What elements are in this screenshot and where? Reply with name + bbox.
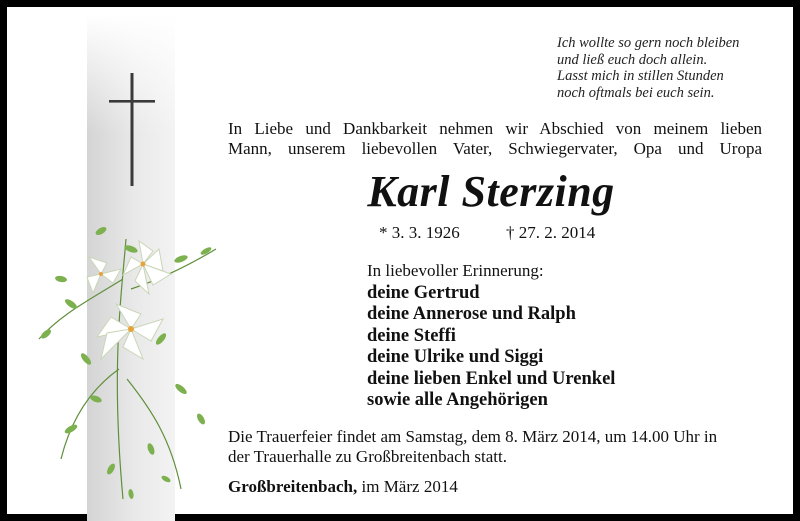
intro-line: In Liebe und Dankbarkeit nehmen wir Abschied von meinem lieben xyxy=(228,119,762,138)
mourner-line: deine Ulrike und Siggi xyxy=(367,347,544,368)
mourner-line: deine lieben Enkel und Urenkel xyxy=(367,368,616,389)
birth-date: * 3. 3. 1926 xyxy=(379,223,460,242)
poem-line: und ließ euch doch allein. xyxy=(557,51,708,68)
deceased-name: Karl Sterzing xyxy=(367,167,615,216)
service-line: Die Trauerfeier findet am Samstag, dem 8. März 2014, um 14.00 Uhr in xyxy=(228,427,718,446)
mourner-line: deine Steffi xyxy=(367,325,456,346)
place-and-date xyxy=(228,477,458,497)
mourner-line: deine Gertrud xyxy=(367,283,480,303)
service-line: der Trauerhalle zu Großbreitenbach statt. xyxy=(228,446,507,466)
poem xyxy=(557,35,739,101)
lily-flowers-icon xyxy=(31,219,221,509)
poem-line: Lasst mich in stillen Stunden xyxy=(557,68,724,85)
mourner-line: deine Annerose und Ralph xyxy=(367,304,576,325)
cross-icon xyxy=(109,73,155,186)
mourner-line: sowie alle Angehörigen xyxy=(367,390,548,411)
closing-place: Großbreitenbach, xyxy=(228,477,358,496)
memory-label: In liebevoller Erinnerung: xyxy=(367,261,544,280)
mourners-list xyxy=(367,283,615,411)
poem-line: Ich wollte so gern noch bleiben xyxy=(557,35,740,51)
closing-date: im März 2014 xyxy=(361,477,458,496)
service-info xyxy=(228,427,717,466)
intro-text xyxy=(228,119,762,158)
death-date: † 27. 2. 2014 xyxy=(506,223,596,242)
poem-line: noch oftmals bei euch sein. xyxy=(557,84,715,101)
intro-line: Mann, unserem liebevollen Vater, Schwiegervater, Opa und Uropa xyxy=(228,138,762,158)
